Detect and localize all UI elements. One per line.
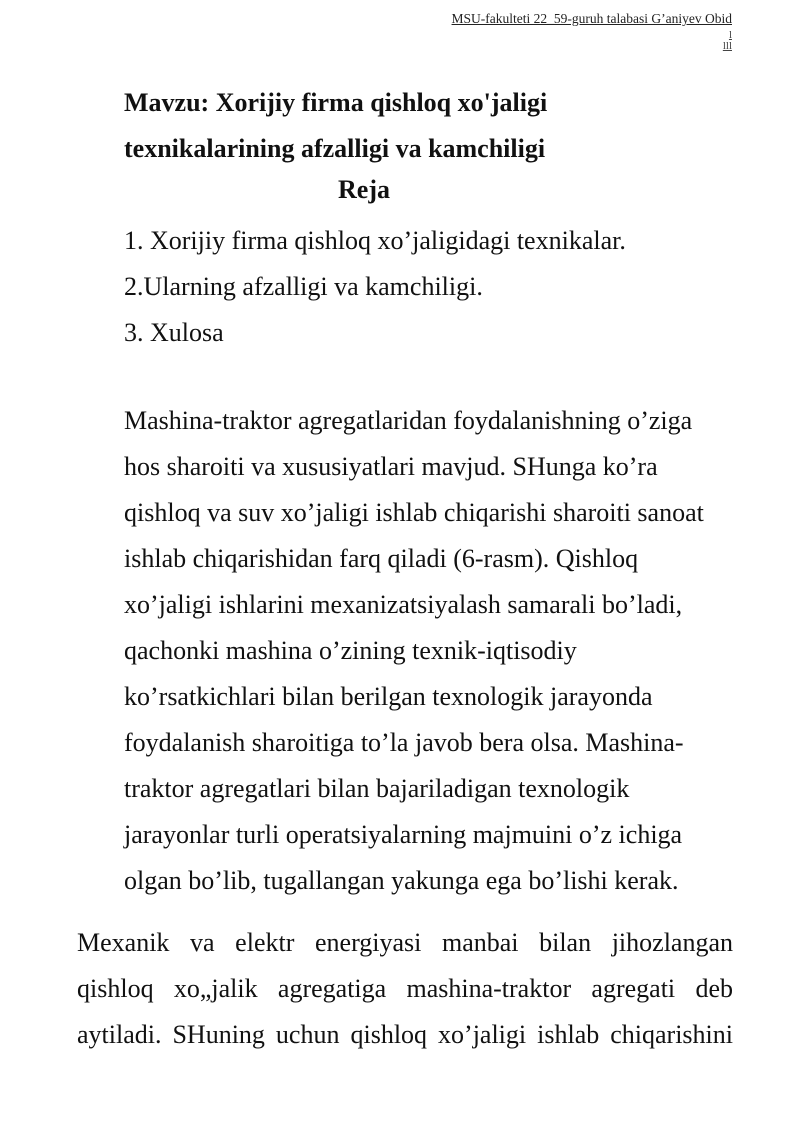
paragraph-line: hos sharoiti va xususiyatlari mavjud. SHunga ko’ra <box>124 452 658 481</box>
document-title <box>124 80 684 172</box>
body-paragraph-1 <box>124 398 724 904</box>
paragraph-line: Mexanik va elektr energiyasi manbai bilan jihozlangan <box>77 928 733 957</box>
paragraph-line: xo’jaligi ishlarini mexanizatsiyalash samarali bo’ladi, <box>124 590 683 619</box>
plan-item: 3. Xulosa <box>124 318 224 347</box>
header-mark: lll <box>722 40 732 52</box>
paragraph-line: qishloq va suv xo’jaligi ishlab chiqarishi sharoiti sanoat <box>124 498 704 527</box>
body-paragraph-2 <box>77 920 733 1058</box>
header-mark: l <box>728 29 732 41</box>
plan-item: 2.Ularning afzalligi va kamchiligi. <box>124 272 483 301</box>
paragraph-line: ishlab chiqarishidan farq qiladi (6-rasm). Qishloq <box>124 544 639 573</box>
paragraph-line: aytiladi. SHuning uchun qishloq xo’jaligi ishlab chiqarishini <box>77 1020 733 1049</box>
paragraph-line: jarayonlar turli operatsiyalarning majmuini o’z ichiga <box>124 820 683 849</box>
header-note: MSU-fakulteti 22_59-guruh talabasi G’aniyev Obid <box>451 11 732 26</box>
paragraph-line: ko’rsatkichlari bilan berilgan texnologik jarayonda <box>124 682 653 711</box>
paragraph-line: qishloq xo„jalik agregatiga mashina-traktor agregati deb <box>77 974 733 1003</box>
paragraph-line: traktor agregatlari bilan bajariladigan texnologik <box>124 774 630 803</box>
plan-heading: Reja <box>338 175 390 204</box>
title-line: Mavzu: Xorijiy firma qishloq xo'jaligi <box>124 88 548 117</box>
paragraph-line: foydalanish sharoitiga to’la javob bera olsa. Mashina- <box>124 728 684 757</box>
plan-item: 1. Xorijiy firma qishloq xo’jaligidagi texnikalar. <box>124 226 626 255</box>
paragraph-line: qachonki mashina o’zining texnik-iqtisodiy <box>124 636 577 665</box>
plan-list <box>124 218 626 356</box>
paragraph-line: olgan bo’lib, tugallangan yakunga ega bo’lishi kerak. <box>124 866 679 895</box>
header-marks <box>723 30 732 52</box>
paragraph-line: Mashina-traktor agregatlaridan foydalanishning o’ziga <box>124 406 693 435</box>
title-line: texnikalarining afzalligi va kamchiligi <box>124 134 546 163</box>
